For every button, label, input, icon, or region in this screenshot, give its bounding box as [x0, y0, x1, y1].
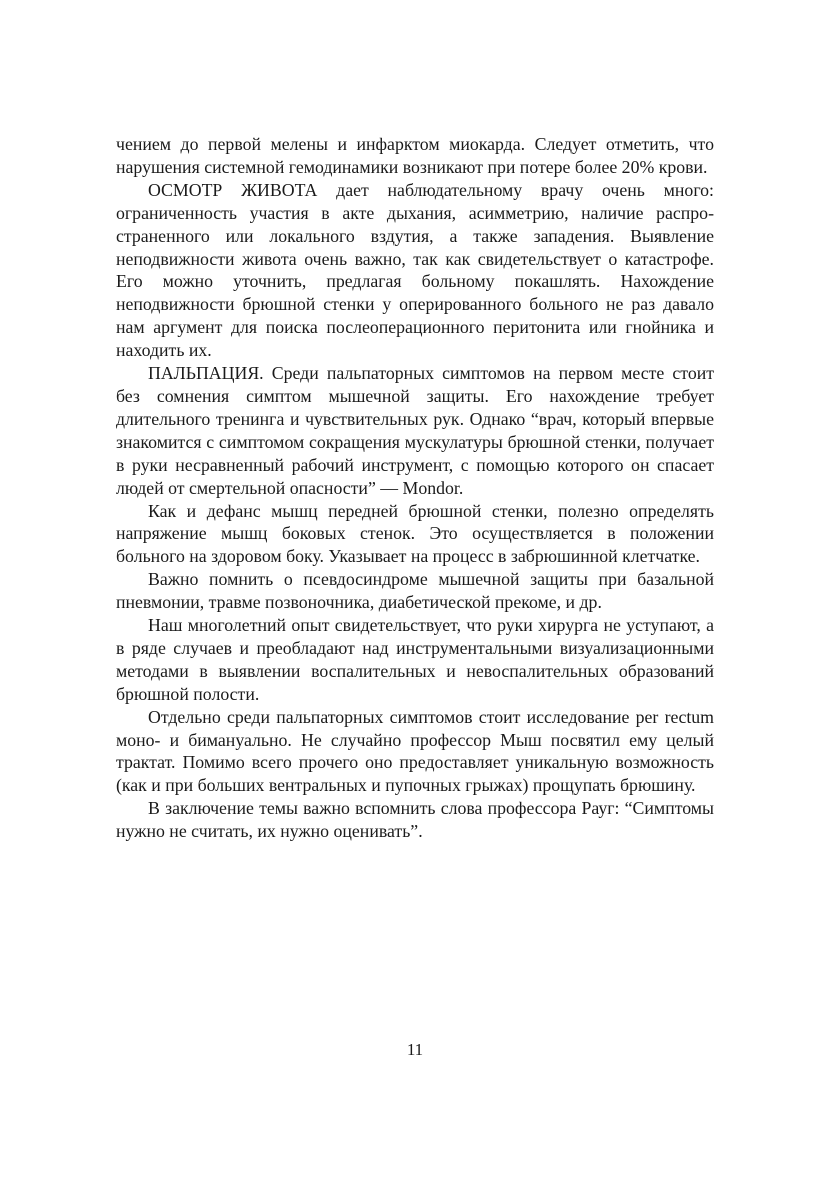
page-body	[116, 133, 714, 843]
paragraph-abdomen-inspection: ОСМОТР ЖИВОТА дает наблюдательному врачу очень много: ограниченность участия в акте дыхания, асимметрию, наличие распространенного или локального вздутия, а также западения. Выявление неподвижности живота очень важно, так как свидетельствует о катастрофе. Его можно уточнить, предлагая больному покашлять. Нахождение неподвижности брюшной стенки у оперированного больного не раз давало нам аргумент для поиска послеоперационного перитонита или гнойника и находить их.	[116, 179, 714, 361]
paragraph-pseudosyndrome: Важно помнить о псевдосиндроме мышечной защиты при базальной пневмонии, травме позвоночника, диабетической прекоме, и др.	[116, 569, 714, 613]
paragraph-palpation: ПАЛЬПАЦИЯ. Среди пальпаторных симптомов на первом месте стоит без сомнения симптом мышечной защиты. Его нахождение требует длительного тренинга и чувствительных рук. Однако “врач, который впервые знакомится с симптомом сокращения мускулатуры брюшной стенки, получает в руки несравненный рабочий инструмент, с помощью которого он спасает людей от смертельной опасности” — Mondor.	[116, 363, 714, 498]
paragraph-surgeon-hands: Наш многолетний опыт свидетельствует, что руки хирурга не уступают, а в ряде случаев и преобладают над инструментальными визуализационными методами в выявлении воспалительных и невоспалительных образований брюшной полости.	[116, 615, 714, 704]
paragraph-lateral-muscles: Как и дефанс мышц передней брюшной стенки, полезно определять напряжение мышц боковых стенок. Это осуществляется в положении больного на здоровом боку. Указывает на процесс в забрюшинной клетчатке.	[116, 500, 714, 567]
page-number: 11	[406, 1040, 424, 1059]
paragraph-continuation: чением до первой мелены и инфарктом миокарда. Следует отметить, что нарушения системной гемодинамики возникают при потере более 20% крови.	[116, 134, 714, 177]
paragraph-per-rectum: Отдельно среди пальпаторных симптомов стоит исследование per rectum моно- и бимануально. Не случайно профессор Мыш посвятил ему целый трактат. Помимо всего прочего оно предоставляет уникальную возможность (как и при больших вентральных и пупочных грыжах) прощупать брюшину.	[116, 706, 714, 796]
paragraph-conclusion: В заключение темы важно вспомнить слова профессора Рауг: “Симптомы нужно не считать, их нужно оценивать”.	[116, 798, 714, 842]
